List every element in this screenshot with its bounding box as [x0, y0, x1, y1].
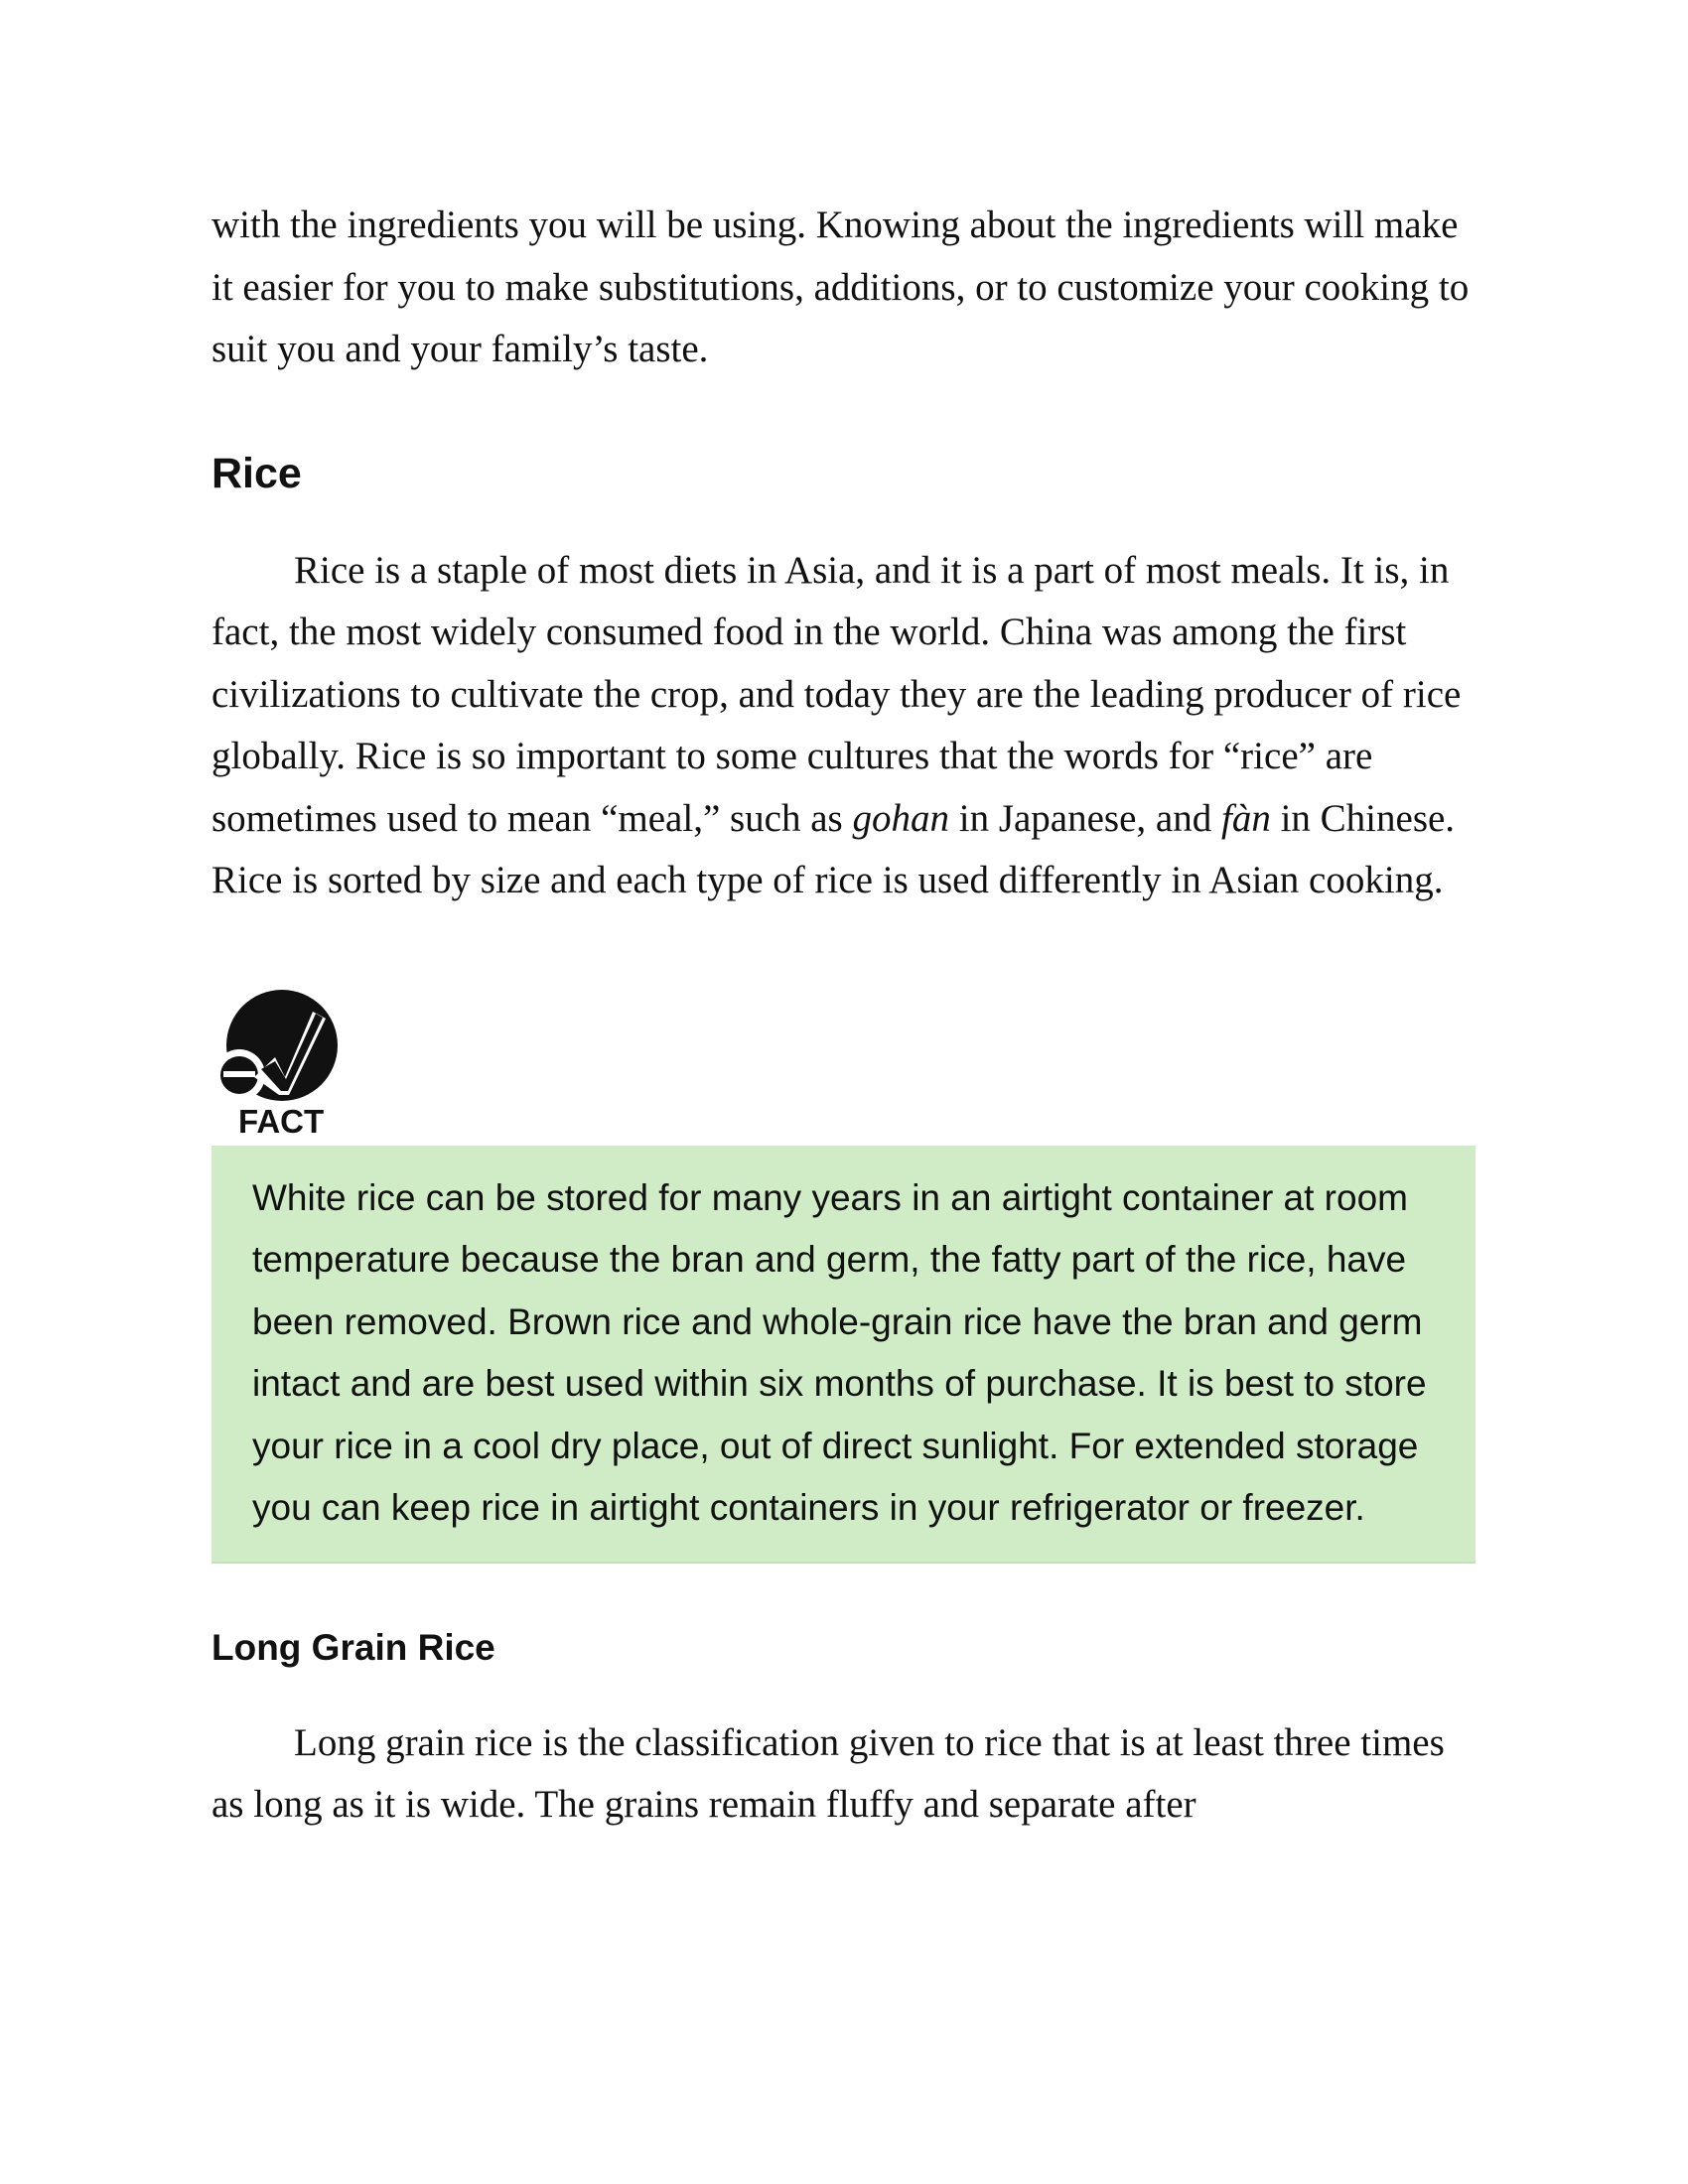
fact-label: FACT [238, 1102, 325, 1140]
rice-word-fan: fàn [1220, 796, 1271, 840]
long-grain-rice-heading: Long Grain Rice [211, 1626, 495, 1668]
ev-checkmark-icon [210, 982, 358, 1103]
document-page [211, 195, 1477, 1837]
intro-paragraph: with the ingredients you will be using. Knowing about the ingredients will make it easier for you to make substitutions, additions, or to customize your cooking to suit you and your family’s taste. [211, 204, 1470, 370]
long-grain-paragraph: Long grain rice is the classification given to rice that is at least three times as long as it is wide. The grains remain fluffy and separate after [211, 1720, 1445, 1826]
rice-heading: Rice [211, 449, 302, 497]
rice-paragraph-part-3: in Chinese. Rice is sorted by size and each type of rice is used differently in Asian cooking. [211, 796, 1456, 901]
rice-word-gohan: gohan [852, 796, 949, 840]
rice-paragraph-part-2: in Japanese, and [948, 796, 1221, 840]
fact-text: White rice can be stored for many years in an airtight container at room temperature because the bran and germ, the fatty part of the rice, have been removed. Brown rice and whole-grain rice have the bran and germ intact and are best used within six months of purchase. It is best to store your rice in a cool dry place, out of direct sunlight. For extended storage you can keep rice in airtight containers in your refrigerator or freezer. [252, 1176, 1427, 1528]
rice-paragraph [211, 540, 1477, 912]
rice-paragraph-part-1: Rice is a staple of most diets in Asia, and it is a part of most meals. It is, in fact, the most widely consumed food in the world. China was among the first civilizations to cultivate the crop, and today they are the leading producer of rice globally. Rice is so important to some cultures that the words for “rice” are sometimes used to mean “meal,” such as [211, 548, 1462, 840]
ev-fact-icon [210, 982, 358, 1144]
fact-callout-box [211, 1146, 1476, 1564]
